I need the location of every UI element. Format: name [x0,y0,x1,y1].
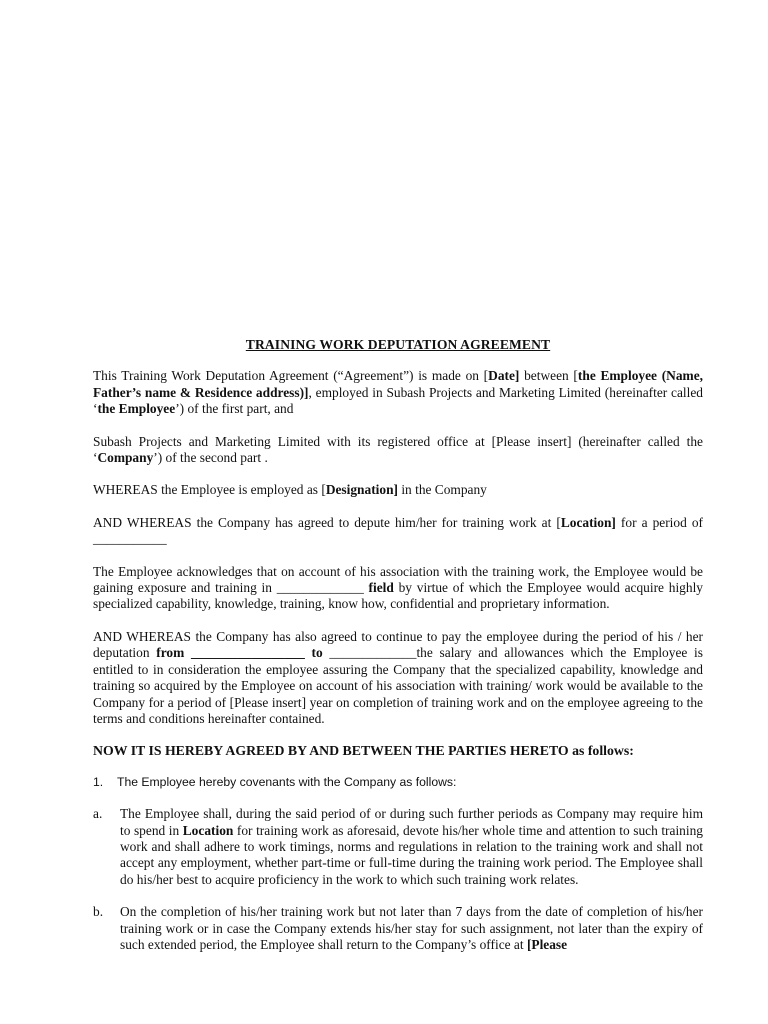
designation-placeholder: Designation] [325,482,398,498]
company-text-2: ’) of the second part . [153,450,268,466]
company-term: Company [97,450,154,466]
clause-a-marker: a. [93,806,103,822]
whereas3-text-2: _____________the salary and allowances which the Employee is entitled to in consideration the employee assuring the Company that the specialized capability, knowledge and training so acquired by the Employee on account of his association with training/ work would be available to the Company for a period of [Please insert] year on completion of training work and on the employee agreeing to the terms and conditions hereinafter contained. [93,645,703,726]
whereas2-text-1: AND WHEREAS the Company has agreed to depute him/her for training work at [ [93,514,561,530]
field-term: field [368,580,394,596]
whereas1-text-1: WHEREAS the Employee is employed as [ [93,482,326,498]
acknowledge-text-1: The Employee acknowledges that on account of his association with the training work, the Employee would be gaining exposure and training in _____________ [93,563,703,596]
now-agreed-text: NOW IT IS HEREBY AGREED BY AND BETWEEN THE PARTIES HERETO [93,743,569,759]
acknowledge-text-2: by virtue of which the Employee would acquire highly specialized capability, knowledge, training, know how, confidential and proprietary information. [93,580,703,612]
intro-date-placeholder: Date] [488,368,520,384]
now-agreed-heading [93,743,703,759]
clause-b-text [120,904,703,953]
clause-a-text-2: for training work as aforesaid, devote his/her whole time and attention to such training work and shall adhere to work timings, norms and regulations in relation to the training work and shall not accept any employment, whether part-time or full-time during the training work period. The Employee shall do his/her best to acquire proficiency in the work to which such training work relates. [120,822,703,887]
intro-text-1: This Training Work Deputation Agreement (“Agreement”) is made on [ [93,368,489,384]
location-placeholder: Location] [560,514,616,530]
clause-b-text-1: On the completion of his/her training work but not later than 7 days from the date of completion of his/her training work or in case the Company extends his/her stay for such assignment, not later than the expiry of such extended period, the Employee shall return to the Company’s office at [120,904,703,952]
whereas2-text-2: for a period of ___________ [93,514,703,547]
whereas-location-paragraph [93,515,703,548]
intro-text-3: , employed in Subash Projects and Marketing Limited (hereinafter called ‘ [93,384,703,417]
company-paragraph [93,434,703,467]
clause-a [93,806,703,888]
agreement-body [93,337,703,953]
clause-a-text-1: The Employee shall, during the said period of or during such further periods as Company may require him to spend in [120,806,703,838]
clause-b-marker: b. [93,904,104,920]
company-text-1: Subash Projects and Marketing Limited with its registered office at [Please insert] (hereinafter called the ‘ [93,433,703,466]
clause-a-location: Location [182,822,234,838]
clause-1 [93,774,703,790]
now-agreed-suffix: as follows: [568,743,634,759]
clause-1-number: 1. [93,774,104,789]
intro-employee-placeholder: the Employee (Name, Father’s name & Residence address)] [93,368,703,400]
whereas-salary-paragraph [93,629,703,727]
clause-b-placeholder: [Please [526,936,568,952]
intro-text-4: ’) of the first part, and [175,401,294,417]
document-title: TRAINING WORK DEPUTATION AGREEMENT [245,337,551,352]
whereas3-text-1: AND WHEREAS the Company has also agreed to continue to pay the employee during the period of his / her deputation [93,628,703,661]
intro-text-2: between [ [519,368,578,384]
deputation-dates: from _________________ to [156,645,323,661]
acknowledgement-paragraph [93,564,703,613]
clause-a-text [120,806,703,888]
intro-paragraph [93,368,703,417]
clause-1-text: The Employee hereby covenants with the Company as follows: [117,774,457,789]
whereas1-text-2: in the Company [397,482,487,498]
intro-employee-term: the Employee [97,401,176,417]
clause-b [93,904,703,953]
whereas-designation-paragraph [93,482,703,498]
